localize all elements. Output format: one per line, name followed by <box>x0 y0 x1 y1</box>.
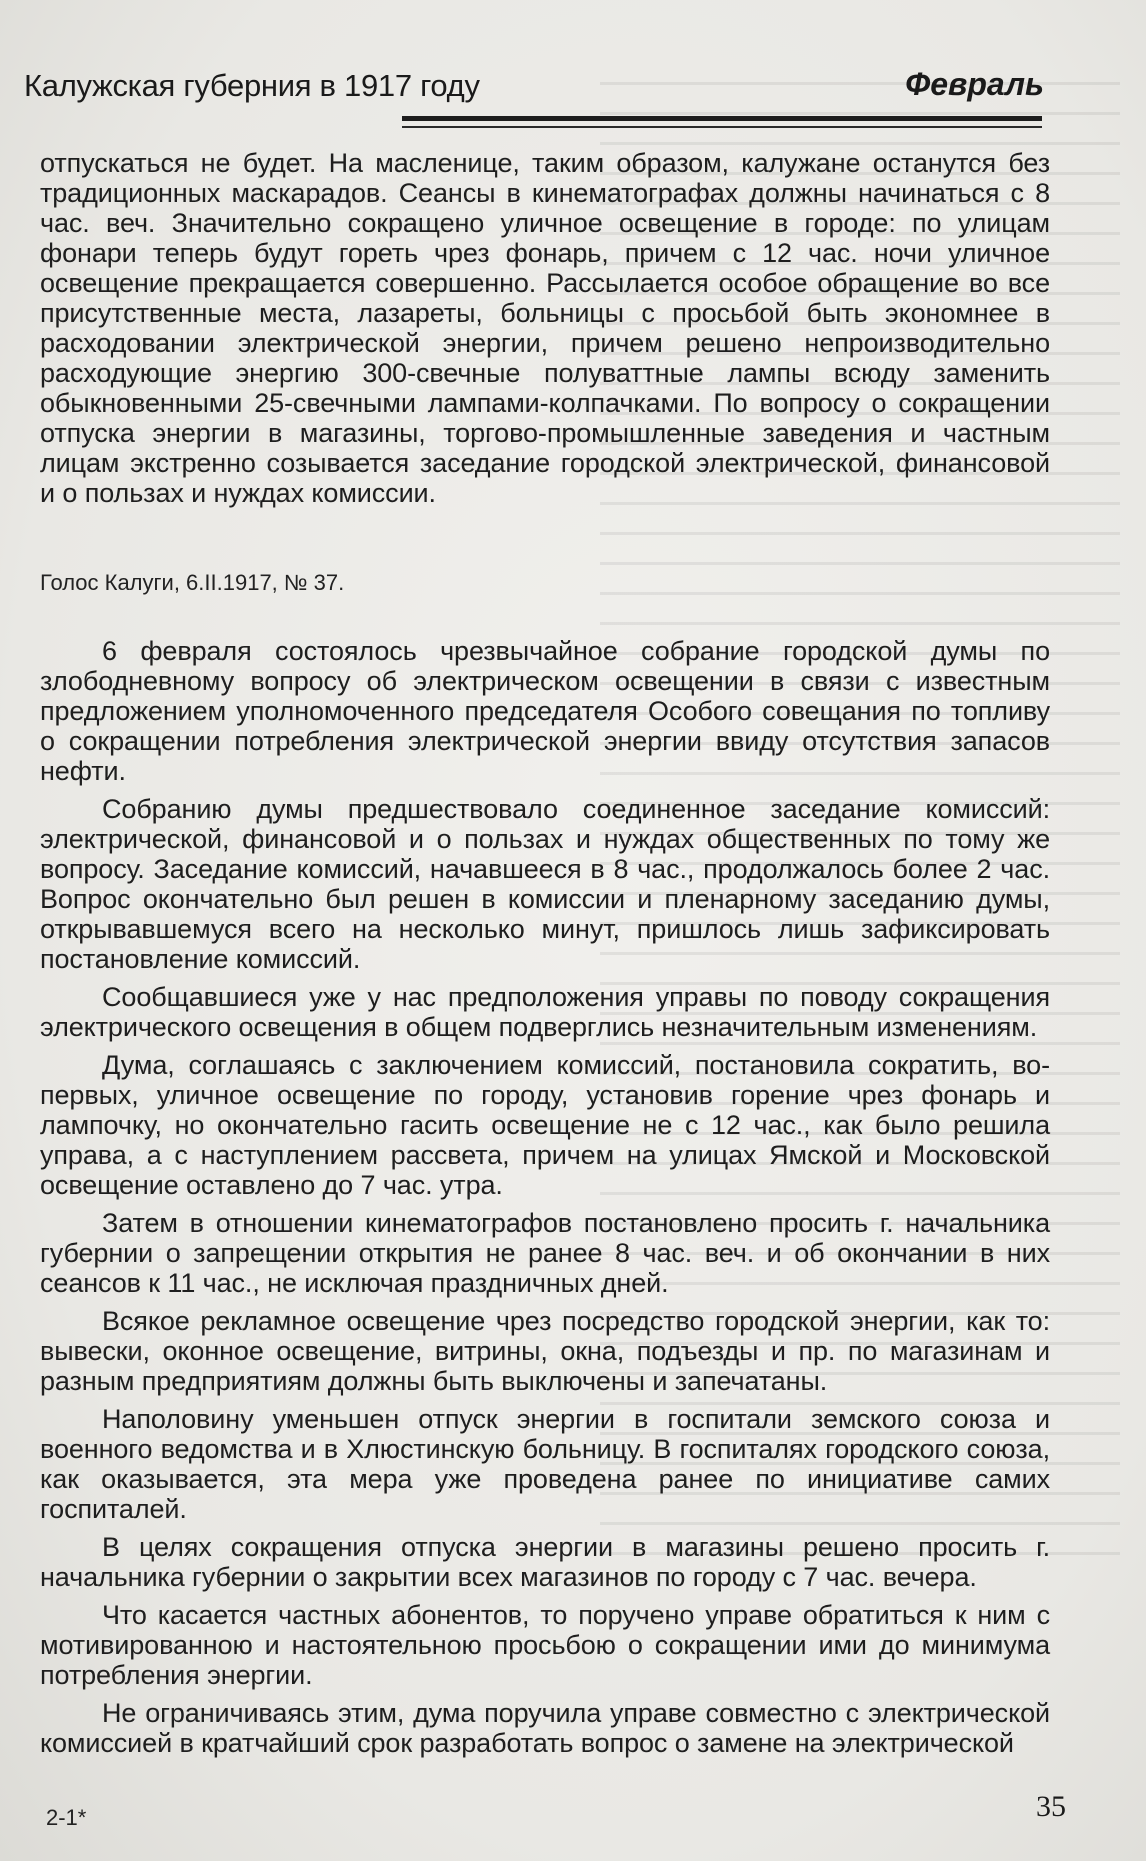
source-citation: Голос Калуги, 6.II.1917, № 37. <box>40 570 345 595</box>
section-title: Февраль <box>905 66 1044 102</box>
article-body <box>40 636 1050 1766</box>
signature-mark: 2-1* <box>46 1805 87 1830</box>
paragraph: Собранию думы предшествовало соединенное заседание комиссий: электрической, финансовой и о пользах и нуждах общественных по тому же вопросу. Заседание комиссий, начавшееся в 8 час., продолжалось более 2 час. Вопрос окончательно был решен в комиссии и пленарному заседанию думы, открывавшемуся всего на несколько минут, пришлось лишь зафиксировать постановление комиссий. <box>40 794 1050 974</box>
paragraph: 6 февраля состоялось чрезвычайное собрание городской думы по злободневному вопросу об электрическом освещении в связи с известным предложением уполномоченного председателя Особого совещания по топливу о сокращении потребления электрической энергии ввиду отсутствия запасов нефти. <box>40 636 1050 786</box>
paragraph: Сообщавшиеся уже у нас предположения управы по поводу сокращения электрического освещения в общем подверглись незначительным изменениям. <box>40 982 1050 1042</box>
page-number: 35 <box>1036 1790 1066 1823</box>
paragraph: Не ограничиваясь этим, дума поручила управе совместно с электрической комиссией в кратчайший срок разработать вопрос о замене на электрической <box>40 1698 1050 1758</box>
header-rule-thick <box>402 116 1042 121</box>
article-continuation: отпускаться не будет. На масленице, таким образом, калужане останутся без традиционных маскарадов. Сеансы в кинематографах должны начинаться с 8 час. веч. Значительно сокращено уличное освещение в городе: по улицам фонари теперь будут гореть чрез фонарь, причем с 12 час. ночи уличное освещение прекращается совершенно. Рассылается особое обращение во все присутственные места, лазареты, больницы с просьбой быть экономнее в расходовании электрической энергии, причем решено непроизводительно расходующие энергию 300-свечные полуваттные лампы всюду заменить обыкновенными 25-свечными лампами-колпачками. По вопросу о сокращении отпуска энергии в магазины, торгово-промышленные заведения и частным лицам экстренно созывается заседание городской электрической, финансовой и о пользах и нуждах комиссии. <box>40 148 1050 508</box>
header-rule-thin <box>402 126 1042 128</box>
paragraph: Дума, соглашаясь с заключением комиссий, постановила сократить, во-первых, уличное освещение по городу, установив горение чрез фонарь и лампочку, но окончательно гасить освещение не с 12 час., как было решила управа, а с наступлением рассвета, причем на улицах Ямской и Московской освещение оставлено до 7 час. утра. <box>40 1050 1050 1200</box>
paragraph: В целях сокращения отпуска энергии в магазины решено просить г. начальника губернии о закрытии всех магазинов по городу с 7 час. вечера. <box>40 1532 1050 1592</box>
paragraph: Затем в отношении кинематографов постановлено просить г. начальника губернии о запрещении открытия не ранее 8 час. веч. и об окончании в них сеансов к 11 час., не исключая праздничных дней. <box>40 1208 1050 1298</box>
running-title: Калужская губерния в 1917 году <box>24 68 480 103</box>
paragraph: Наполовину уменьшен отпуск энергии в госпитали земского союза и военного ведомства и в Хлюстинскую больницу. В госпиталях городского союза, как оказывается, эта мера уже проведена ранее по инициативе самих госпиталей. <box>40 1404 1050 1524</box>
paragraph: Всякое рекламное освещение чрез посредство городской энергии, как то: вывески, оконное освещение, витрины, окна, подъезды и пр. по магазинам и разным предприятиям должны быть выключены и запечатаны. <box>40 1306 1050 1396</box>
running-header <box>24 60 1044 110</box>
paragraph: Что касается частных абонентов, то поручено управе обратиться к ним с мотивированною и настоятельною просьбою о сокращении ими до минимума потребления энергии. <box>40 1600 1050 1690</box>
